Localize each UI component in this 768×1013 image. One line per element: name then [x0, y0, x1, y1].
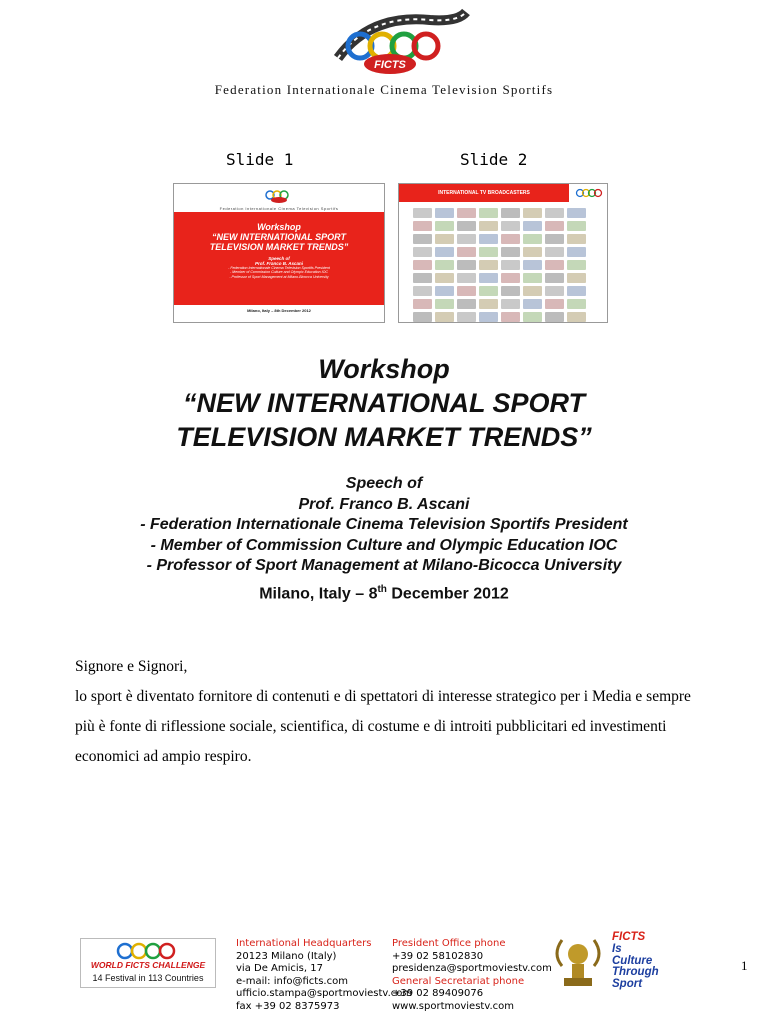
broadcaster-logo — [545, 208, 564, 218]
broadcaster-logo — [523, 247, 542, 257]
title-line2: “NEW INTERNATIONAL SPORT — [0, 386, 768, 420]
event-date — [0, 584, 768, 603]
broadcaster-logo — [479, 247, 498, 257]
date-suffix: December 2012 — [387, 585, 509, 602]
slide1-speaker: Prof. Franco B. Ascani — [174, 261, 384, 266]
broadcaster-logo — [413, 234, 432, 244]
office-contact — [392, 938, 552, 1013]
slide1-title-line1: “NEW INTERNATIONAL SPORT — [174, 232, 384, 242]
hq-line: ufficio.stampa@sportmoviestv.com — [236, 988, 412, 1001]
federation-name: Federation Internationale Cinema Television Sportifs — [0, 82, 768, 98]
speaker-role3: - Professor of Sport Management at Milano-Bicocca University — [0, 556, 768, 577]
broadcaster-logo — [523, 234, 542, 244]
broadcaster-logo — [413, 247, 432, 257]
greeting: Signore e Signori, — [75, 652, 700, 682]
broadcaster-logo — [567, 234, 586, 244]
broadcaster-logo — [501, 260, 520, 270]
broadcaster-logo — [435, 299, 454, 309]
broadcaster-logo — [435, 234, 454, 244]
broadcaster-logo — [567, 247, 586, 257]
date-sup: th — [377, 584, 386, 595]
date-prefix: Milano, Italy – 8 — [259, 585, 377, 602]
broadcaster-logo — [545, 260, 564, 270]
slide2-logo — [573, 186, 603, 200]
slide1-title-line2: TELEVISION MARKET TRENDS” — [174, 242, 384, 252]
broadcaster-logo — [413, 312, 432, 322]
broadcaster-logo — [545, 286, 564, 296]
broadcaster-logo — [479, 273, 498, 283]
motto-line: Is — [612, 944, 659, 956]
challenge-rings-icon — [111, 941, 185, 961]
body-paragraph: lo sport è diventato fornitore di contenuti e di spettatori di interesse strategico per i Media e sempre più è fonte di riflessione sociale, scientifica, di costume e di introiti pubblicitari ed investimenti economici ad ampio respiro. — [75, 682, 700, 772]
broadcaster-logo — [479, 208, 498, 218]
broadcaster-logo — [501, 208, 520, 218]
broadcaster-logo — [523, 312, 542, 322]
broadcaster-logo — [457, 260, 476, 270]
slide2-label: Slide 2 — [460, 150, 527, 169]
broadcaster-logo — [567, 312, 586, 322]
broadcaster-logo — [413, 299, 432, 309]
slide1-logo — [262, 186, 296, 204]
broadcaster-logo — [545, 299, 564, 309]
broadcaster-logo — [501, 299, 520, 309]
president-email: presidenza@sportmoviestv.com — [392, 963, 552, 976]
broadcaster-logo — [545, 247, 564, 257]
slide1-thumbnail — [173, 183, 385, 323]
motto-line: Sport — [612, 979, 659, 991]
broadcaster-logo — [523, 260, 542, 270]
broadcaster-logo — [567, 299, 586, 309]
slide1-role3: - Professor of Sport Management at Milano-Bicocca University — [174, 275, 384, 279]
slide1-role2: - Member of Commission Culture and Olympic Education IOC — [174, 270, 384, 274]
trophy-icon — [548, 932, 608, 992]
broadcaster-logo — [567, 273, 586, 283]
motto-line: FICTS — [612, 932, 659, 944]
hq-line: 20123 Milano (Italy) — [236, 951, 412, 964]
slide1-date: Milano, Italy – 8th December 2012 — [174, 308, 384, 313]
broadcaster-logo — [523, 208, 542, 218]
logo-text: FICTS — [374, 59, 406, 71]
broadcaster-logo — [567, 221, 586, 231]
broadcaster-logo — [435, 208, 454, 218]
speech-block — [0, 474, 768, 577]
broadcaster-logo — [545, 234, 564, 244]
motto-line: Culture — [612, 956, 659, 968]
hq-title: International Headquarters — [236, 938, 412, 951]
broadcaster-logo — [567, 260, 586, 270]
slide1-role1: - Federation Internationale Cinema Television Sportifs President — [174, 266, 384, 270]
world-ficts-challenge-logo — [80, 938, 216, 988]
challenge-subtitle: 14 Festival in 113 Countries — [81, 973, 215, 983]
hq-line: e-mail: info@ficts.com — [236, 976, 412, 989]
broadcaster-logo — [567, 286, 586, 296]
broadcaster-logo — [479, 286, 498, 296]
slide1-red-panel — [174, 212, 384, 305]
headquarters-contact — [236, 938, 412, 1013]
challenge-logo-box — [80, 938, 216, 988]
broadcaster-logo — [457, 299, 476, 309]
broadcaster-logo — [413, 273, 432, 283]
broadcaster-logo — [413, 221, 432, 231]
speaker-name: Prof. Franco B. Ascani — [0, 495, 768, 516]
broadcaster-logo — [545, 221, 564, 231]
speaker-role2: - Member of Commission Culture and Olympic Education IOC — [0, 536, 768, 557]
broadcaster-logo — [501, 234, 520, 244]
title-line3: TELEVISION MARKET TRENDS” — [0, 420, 768, 454]
secretariat-phone: +39 02 89409076 — [392, 988, 552, 1001]
broadcaster-logo — [457, 273, 476, 283]
motto-text — [612, 932, 659, 991]
broadcaster-logo — [523, 286, 542, 296]
body-text — [75, 652, 700, 772]
hq-line: fax +39 02 8375973 — [236, 1001, 412, 1013]
motto-block — [548, 932, 688, 992]
broadcaster-logo — [457, 247, 476, 257]
president-title: President Office phone — [392, 938, 552, 951]
broadcaster-logo — [413, 260, 432, 270]
broadcaster-logo — [457, 208, 476, 218]
broadcaster-logo — [567, 208, 586, 218]
broadcaster-logo — [457, 221, 476, 231]
page-number: 1 — [741, 958, 748, 974]
slide1-label: Slide 1 — [226, 150, 293, 169]
hq-line: via De Amicis, 17 — [236, 963, 412, 976]
broadcaster-logo — [501, 247, 520, 257]
broadcaster-logo — [457, 234, 476, 244]
ficts-logo — [330, 6, 470, 82]
speaker-role1: - Federation Internationale Cinema Television Sportifs President — [0, 515, 768, 536]
broadcaster-logo — [457, 312, 476, 322]
broadcaster-logo — [545, 312, 564, 322]
broadcaster-logo — [435, 260, 454, 270]
broadcaster-logo — [479, 221, 498, 231]
broadcaster-logo — [501, 273, 520, 283]
broadcaster-logo — [435, 273, 454, 283]
broadcaster-logo — [479, 312, 498, 322]
broadcaster-logo — [501, 221, 520, 231]
broadcaster-logo — [457, 286, 476, 296]
website-link[interactable]: www.sportmoviestv.com — [392, 1001, 552, 1013]
broadcaster-logo — [413, 208, 432, 218]
broadcaster-logo — [523, 299, 542, 309]
broadcaster-logo — [479, 260, 498, 270]
slide2-thumbnail — [398, 183, 608, 323]
broadcaster-logo — [479, 299, 498, 309]
challenge-title: WORLD FICTS CHALLENGE — [81, 960, 215, 970]
broadcaster-logo — [435, 247, 454, 257]
broadcaster-logo — [479, 234, 498, 244]
president-phone: +39 02 58102830 — [392, 951, 552, 964]
speech-of: Speech of — [0, 474, 768, 495]
broadcaster-logo-grid — [413, 208, 591, 322]
broadcaster-logo — [501, 312, 520, 322]
broadcaster-logo — [523, 221, 542, 231]
secretariat-title: General Secretariat phone — [392, 976, 552, 989]
broadcaster-logo — [413, 286, 432, 296]
main-title — [0, 352, 768, 454]
motto-line: Through — [612, 967, 659, 979]
slide1-federation: Federation Internationale Cinema Television Sportifs — [174, 206, 384, 211]
slide1-workshop: Workshop — [174, 222, 384, 232]
slide2-title: INTERNATIONAL TV BROADCASTERS — [399, 184, 569, 202]
broadcaster-logo — [501, 286, 520, 296]
broadcaster-logo — [435, 221, 454, 231]
title-line1: Workshop — [0, 352, 768, 386]
broadcaster-logo — [435, 286, 454, 296]
broadcaster-logo — [435, 312, 454, 322]
broadcaster-logo — [523, 273, 542, 283]
broadcaster-logo — [545, 273, 564, 283]
slide1-speech-of: Speech of — [174, 256, 384, 261]
